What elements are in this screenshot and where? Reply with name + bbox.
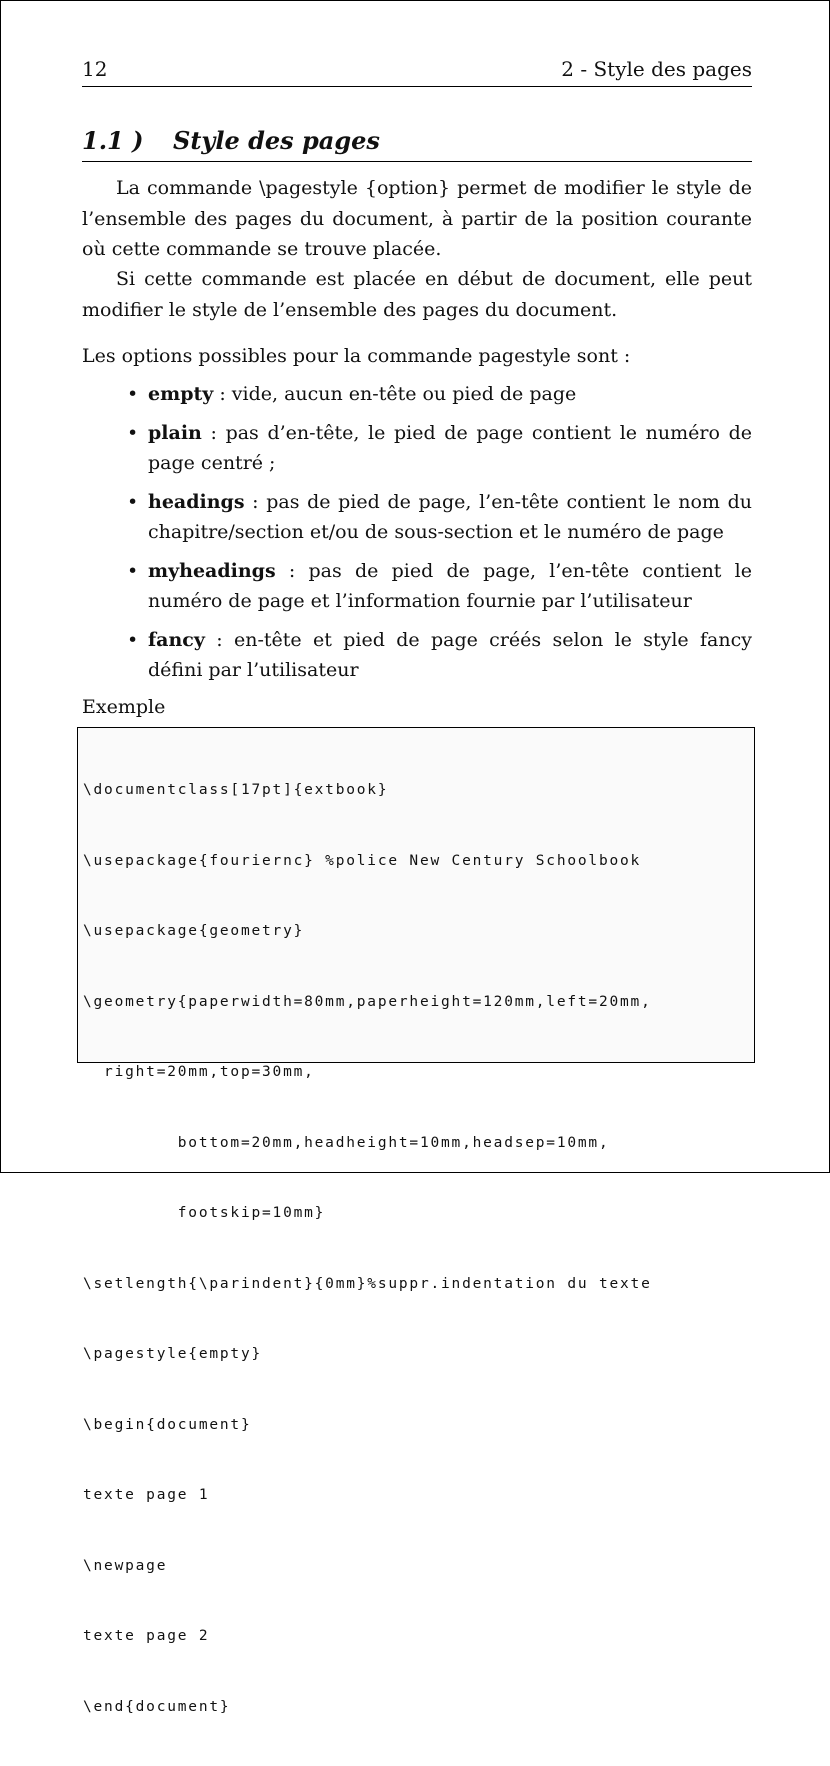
option-name: empty [148, 383, 214, 405]
section-title: Style des pages [173, 126, 380, 155]
example-label: Exemple [82, 696, 166, 718]
code-line: footskip=10mm} [83, 1205, 326, 1221]
paragraph-3-text: Les options possibles pour la commande pagestyle sont : [82, 345, 631, 367]
bullet-icon: • [127, 421, 139, 444]
list-item [82, 379, 752, 410]
option-name: fancy [148, 628, 205, 651]
option-name: myheadings [148, 559, 276, 582]
bullet-icon: • [127, 628, 139, 651]
code-line: \setlength{\parindent}{0mm}%suppr.indentation du texte [83, 1275, 652, 1292]
code-line: \documentclass[17pt]{extbook} [83, 782, 389, 798]
option-desc: : pas de pied de page, l’en-tête contient le nom du chapitre/section et/ou de sous-section et le numéro de page [148, 490, 752, 543]
paragraph-2-text: Si cette commande est placée en début de document, elle peut modifier le style de l’ensemble des pages du document. [82, 268, 752, 321]
list-item [82, 556, 752, 617]
option-desc: : en-tête et pied de page créés selon le style fancy défini par l’utilisateur [148, 628, 752, 681]
chapter-title: 2 - Style des pages [561, 57, 752, 81]
bullet-icon: • [127, 559, 139, 582]
code-line: right=20mm,top=30mm, [83, 1064, 315, 1080]
list-item [82, 487, 752, 548]
bullet-icon: • [127, 490, 139, 513]
page-number: 12 [82, 57, 108, 81]
section-heading [82, 125, 752, 162]
option-name: headings [148, 490, 245, 513]
running-header [82, 57, 752, 87]
code-line: \begin{document} [83, 1416, 252, 1433]
code-line: \usepackage{geometry} [83, 923, 305, 939]
code-line: bottom=20mm,headheight=10mm,headsep=10mm, [83, 1134, 610, 1151]
option-desc: : pas d’en-tête, le pied de page contient le numéro de page centré ; [148, 421, 752, 474]
option-desc: : vide, aucun en-tête ou pied de page [213, 383, 577, 405]
code-line: texte page 1 [83, 1487, 210, 1503]
list-item [82, 418, 752, 479]
code-line: \usepackage{fouriernc} %police New Century Schoolbook [83, 852, 642, 869]
code-line: texte page 2 [83, 1628, 210, 1644]
option-name: plain [148, 421, 202, 444]
code-line: \newpage [83, 1557, 168, 1574]
paragraph-1-text: La commande \pagestyle {option} permet de modifier le style de l’ensemble des pages du document, à partir de la position courante où cette commande se trouve placée. [82, 177, 752, 260]
options-list [82, 379, 752, 694]
code-lines [83, 732, 751, 1766]
code-line: \end{document} [83, 1698, 231, 1715]
paragraph-2 [82, 264, 752, 325]
paragraph-1 [82, 173, 752, 265]
bullet-icon: • [127, 383, 139, 405]
list-item [82, 625, 752, 686]
code-listing [77, 727, 755, 1715]
paragraph-3 [82, 341, 752, 372]
code-line: \pagestyle{empty} [83, 1346, 263, 1362]
code-line: \geometry{paperwidth=80mm,paperheight=120mm,left=20mm, [83, 993, 652, 1010]
section-number: 1.1 ) [82, 126, 144, 155]
option-desc: : pas de pied de page, l’en-tête contient le numéro de page et l’information fournie par l’utilisateur [148, 559, 752, 612]
